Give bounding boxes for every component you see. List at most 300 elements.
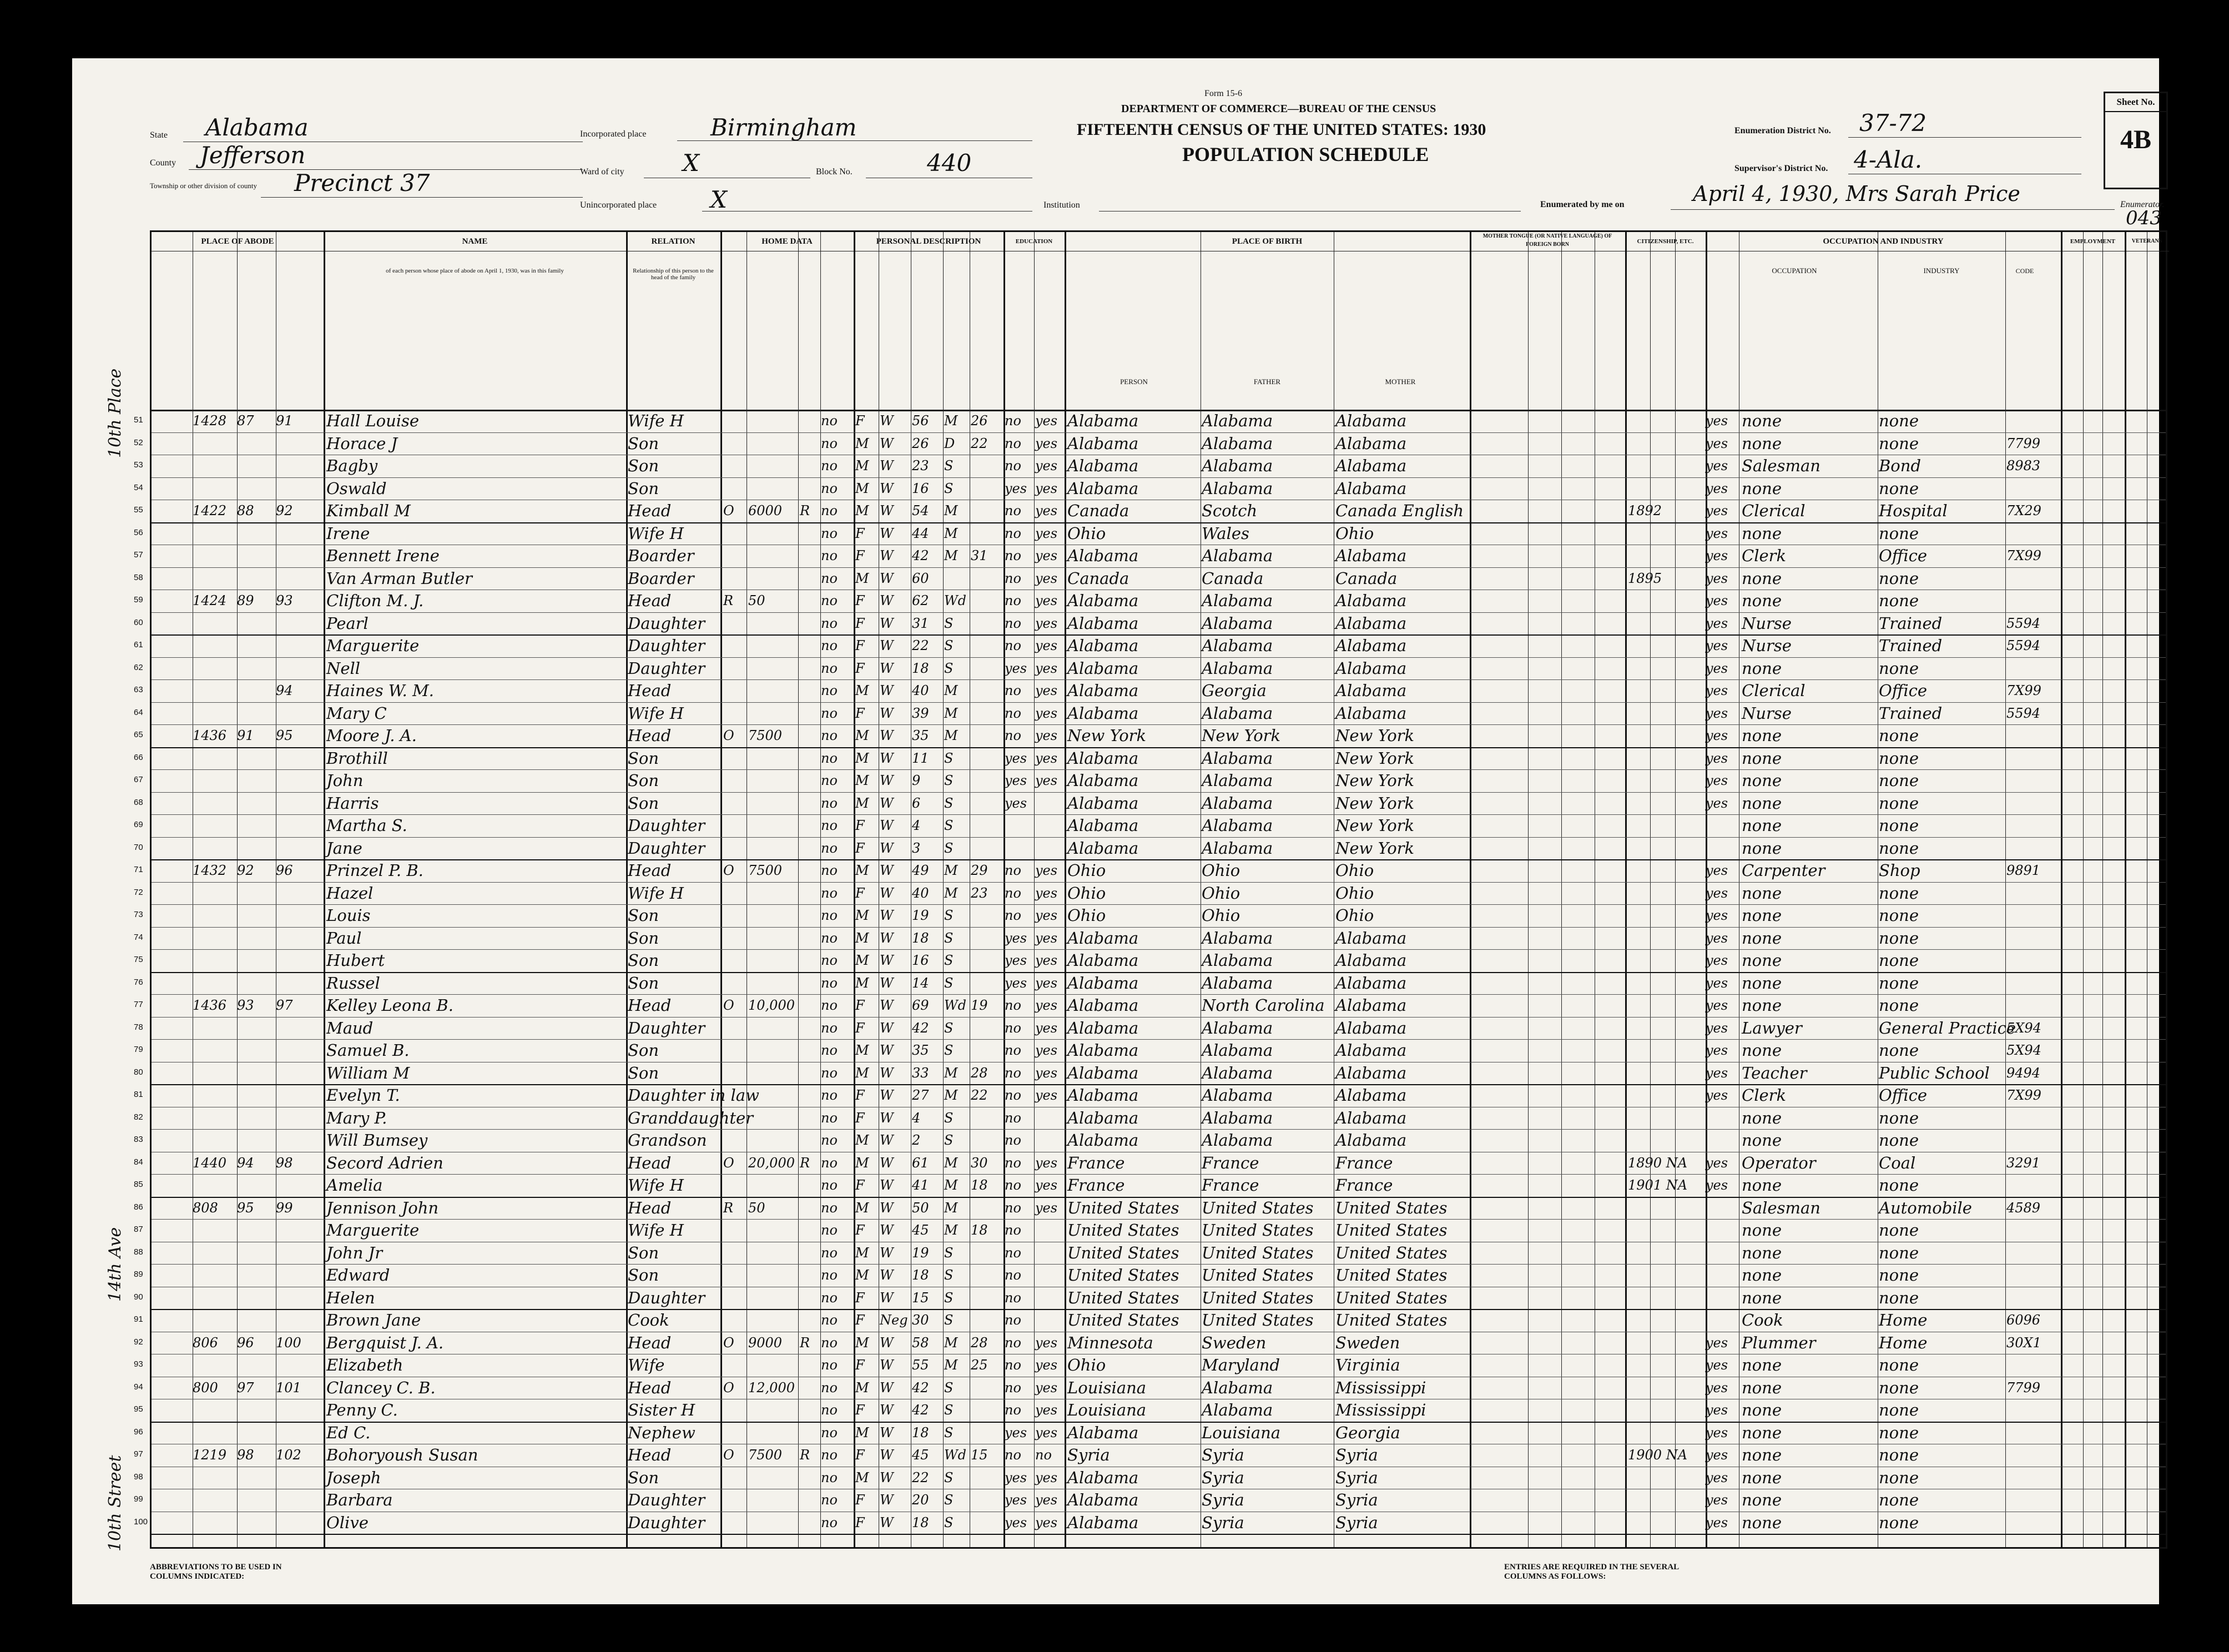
cell-sch: no — [1005, 593, 1021, 608]
cell-street — [159, 883, 193, 903]
line-number: 91 — [134, 1314, 143, 1324]
cell-ind: none — [1879, 906, 1919, 925]
cell-fb: Syria — [1202, 1490, 1244, 1509]
cell-radio — [800, 838, 819, 858]
cell-age: 49 — [912, 863, 929, 878]
state-label: State — [150, 130, 168, 140]
cell-race: W — [880, 705, 894, 721]
cell-eng: yes — [1706, 750, 1728, 766]
cell-mb: Syria — [1335, 1468, 1378, 1487]
margin-note-2: 14th Ave — [105, 1227, 125, 1302]
cell-sex: F — [855, 818, 865, 833]
township-label: Township or other division of county — [150, 182, 257, 190]
cell-cit — [1628, 838, 1703, 858]
cell-code: 7799 — [2006, 1379, 2041, 1396]
cell-radio — [800, 479, 819, 498]
cell-mb: Alabama — [1335, 681, 1407, 700]
cell-ma — [971, 479, 1001, 498]
cell-occ: Cook — [1742, 1311, 1783, 1329]
cell-sex: F — [855, 1402, 865, 1418]
cell-age: 44 — [912, 525, 929, 541]
line-number: 90 — [134, 1292, 143, 1302]
cell-sch: no — [1005, 615, 1021, 631]
cell-radio — [800, 726, 819, 746]
cell-ind: none — [1879, 523, 1919, 543]
cell-house — [237, 905, 276, 925]
cell-pb: United States — [1067, 1198, 1179, 1217]
cell-pb: United States — [1067, 1311, 1179, 1329]
cell-sch: no — [1005, 1132, 1021, 1148]
line-number: 86 — [134, 1202, 143, 1212]
cell-dwell — [193, 1108, 237, 1128]
cell-sex: M — [855, 1042, 869, 1058]
cell-farm: no — [821, 998, 838, 1013]
cell-fb: Syria — [1202, 1468, 1244, 1487]
cell-sex: F — [855, 1492, 865, 1508]
cell-code — [2006, 568, 2059, 588]
cell-ind: none — [1879, 1221, 1919, 1240]
cell-occ: none — [1742, 1445, 1782, 1464]
cell-fam — [276, 1175, 324, 1195]
cell-mb: France — [1335, 1153, 1393, 1172]
cell-sch: yes — [1005, 750, 1027, 766]
cell-rel: Son — [628, 479, 659, 498]
cell-fam — [276, 950, 324, 970]
cell-rd: yes — [1035, 1424, 1058, 1441]
cell-occ: Nurse — [1742, 703, 1792, 723]
cell-farm: no — [821, 795, 838, 811]
cell-rd: yes — [1035, 458, 1058, 474]
cell-sch: no — [1005, 1155, 1021, 1171]
cell-cit — [1628, 726, 1703, 746]
cell-sch: no — [1005, 1200, 1021, 1216]
cell-pb: Ohio — [1067, 883, 1106, 903]
cell-sex: F — [855, 998, 865, 1013]
cell-race: W — [880, 615, 894, 631]
cell-age: 35 — [912, 728, 929, 743]
cell-fam — [276, 1265, 324, 1285]
cell-mb: Syria — [1335, 1445, 1378, 1464]
cell-dwell: 1422 — [193, 503, 227, 518]
cell-sch: no — [1005, 1110, 1021, 1126]
cell-cit — [1628, 1018, 1703, 1038]
cell-sch: yes — [1005, 1492, 1027, 1508]
cell-cit — [1628, 973, 1703, 993]
cell-name: Nell — [326, 658, 361, 678]
cell-eng — [1706, 1198, 1739, 1218]
cell-rd: yes — [1035, 773, 1058, 788]
cell-rd: yes — [1035, 615, 1058, 631]
cell-rd: yes — [1035, 1155, 1058, 1171]
cell-occ: none — [1742, 906, 1782, 925]
cell-farm: no — [821, 1402, 838, 1418]
cell-radio — [800, 1288, 819, 1308]
cell-radio: R — [800, 1447, 810, 1463]
cell-dwell — [193, 950, 237, 970]
cell-pb: Alabama — [1067, 456, 1139, 475]
cell-fb: United States — [1202, 1266, 1314, 1285]
cell-ms: S — [944, 660, 954, 676]
cell-ms: M — [944, 728, 958, 743]
cell-pb: Ohio — [1067, 861, 1106, 880]
cell-farm: no — [821, 773, 838, 788]
table-row — [134, 455, 2166, 478]
cell-mb: Alabama — [1335, 613, 1407, 633]
cell-occ: none — [1742, 838, 1782, 858]
cell-sch: no — [1005, 1177, 1021, 1193]
cell-ma: 29 — [971, 863, 988, 878]
line-number: 69 — [134, 820, 143, 829]
cell-sch: no — [1005, 1222, 1021, 1238]
line-number: 56 — [134, 527, 143, 537]
cell-house — [237, 613, 276, 633]
unincorporated-label: Unincorporated place — [580, 200, 657, 210]
cell-radio — [800, 1265, 819, 1285]
cell-val — [748, 883, 798, 903]
cell-val — [748, 1468, 798, 1488]
cell-name: William M — [326, 1063, 410, 1082]
cell-street — [159, 1243, 193, 1263]
cell-ms — [944, 568, 969, 588]
cell-house — [237, 703, 276, 723]
cell-ms: S — [944, 1379, 954, 1396]
cell-age: 20 — [912, 1492, 929, 1508]
cell-sex: F — [855, 525, 865, 541]
table-row — [134, 792, 2166, 815]
cell-fam — [276, 523, 324, 543]
cell-name: Marguerite — [326, 1221, 420, 1240]
cell-house — [237, 681, 276, 701]
footer-abbrev: ABBREVIATIONS TO BE USED IN COLUMNS INDICATED: — [150, 1563, 282, 1581]
cell-sch: no — [1005, 458, 1021, 474]
cell-ma: 18 — [971, 1177, 988, 1193]
margin-note-3: 10th Street — [105, 1455, 125, 1552]
cell-rel: Wife H — [628, 1176, 684, 1195]
cell-street — [159, 995, 193, 1015]
cell-race: W — [880, 1514, 894, 1530]
cell-rd — [1035, 1130, 1064, 1150]
cell-radio — [800, 928, 819, 948]
cell-name: Mary P. — [326, 1108, 387, 1127]
cell-rd: yes — [1035, 413, 1058, 429]
cell-fam: 98 — [276, 1155, 293, 1171]
cell-sch: no — [1005, 1065, 1021, 1081]
cell-street — [159, 591, 193, 611]
cell-ind: none — [1879, 771, 1919, 790]
cell-radio — [800, 1400, 819, 1420]
cell-rd: yes — [1035, 930, 1058, 946]
cell-code — [2006, 479, 2059, 498]
cell-race: W — [880, 908, 894, 923]
cell-name: Harris — [326, 793, 379, 813]
cell-sch: no — [1005, 548, 1021, 563]
cell-farm: no — [821, 1312, 838, 1328]
cell-ms: M — [944, 863, 958, 878]
cell-race: W — [880, 458, 894, 474]
cell-sch: no — [1005, 863, 1021, 878]
cell-house: 92 — [237, 863, 254, 878]
cell-code: 5594 — [2006, 705, 2041, 721]
cell-ma: 22 — [971, 435, 988, 451]
cell-dwell: 1424 — [193, 593, 227, 608]
cell-occ: none — [1742, 1468, 1782, 1487]
line-number: 87 — [134, 1225, 143, 1234]
cell-val — [748, 1355, 798, 1375]
cell-sch: yes — [1005, 1424, 1027, 1441]
cell-dwell: 806 — [193, 1334, 218, 1351]
cell-rd: yes — [1035, 1042, 1058, 1058]
cell-ma: 28 — [971, 1065, 988, 1081]
cell-sex: M — [855, 750, 869, 766]
cell-own — [723, 838, 747, 858]
cell-ms: M — [944, 1222, 958, 1238]
cell-cit — [1628, 1333, 1703, 1353]
cell-occ: none — [1742, 1176, 1782, 1195]
cell-ma — [971, 1108, 1001, 1128]
cell-radio — [800, 1198, 819, 1218]
line-number: 97 — [134, 1449, 143, 1459]
cell-fb: Alabama — [1202, 771, 1273, 790]
cell-occ: Carpenter — [1742, 861, 1825, 880]
cell-cit: 1895 — [1628, 570, 1662, 586]
cell-ind: Hospital — [1879, 501, 1948, 520]
cell-ma — [971, 1288, 1001, 1308]
cell-sex: M — [855, 1424, 869, 1441]
cell-ms: S — [944, 1290, 954, 1306]
cell-fb: Alabama — [1202, 479, 1273, 498]
cell-ms: M — [944, 1334, 958, 1351]
cell-farm: no — [821, 1357, 838, 1373]
cell-occ: Plummer — [1742, 1333, 1816, 1352]
cell-radio — [800, 905, 819, 925]
cell-code: 5X94 — [2006, 1042, 2041, 1058]
cell-eng — [1706, 1310, 1739, 1330]
cell-cit — [1628, 1063, 1703, 1083]
cell-occ: Nurse — [1742, 613, 1792, 633]
cell-pb: Alabama — [1067, 703, 1139, 723]
ward-value: X — [683, 149, 699, 177]
cell-fb: Alabama — [1202, 546, 1273, 565]
cell-pb: Alabama — [1067, 1513, 1139, 1532]
cell-own — [723, 479, 747, 498]
cell-mb: New York — [1335, 816, 1415, 835]
supervisor-label: Supervisor's District No. — [1734, 164, 1828, 173]
cell-eng: yes — [1706, 773, 1728, 788]
cell-rd: yes — [1035, 1514, 1058, 1530]
cell-dwell — [193, 658, 237, 678]
cell-age: 4 — [912, 1110, 921, 1126]
cell-own — [723, 1468, 747, 1488]
table-row — [134, 500, 2166, 523]
cell-ma: 25 — [971, 1357, 988, 1373]
cell-rd: yes — [1035, 1357, 1058, 1373]
line-number: 95 — [134, 1404, 143, 1414]
cell-ind: none — [1879, 951, 1919, 970]
sheet-number-box — [2104, 92, 2168, 189]
cell-name: Edward — [326, 1266, 390, 1285]
cell-occ: none — [1742, 434, 1782, 453]
cell-eng — [1706, 1130, 1739, 1150]
cell-ms: M — [944, 885, 958, 901]
cell-fam — [276, 1018, 324, 1038]
cell-rel: Head — [628, 1378, 672, 1397]
cell-cit — [1628, 1355, 1703, 1375]
cell-own — [723, 1220, 747, 1240]
cell-pb: France — [1067, 1176, 1125, 1195]
cell-cit — [1628, 748, 1703, 768]
cell-sch: no — [1005, 435, 1021, 451]
supervisor-value: 4-Ala. — [1854, 146, 1923, 173]
cell-code: 5594 — [2006, 638, 2041, 653]
cell-fam — [276, 1288, 324, 1308]
cell-code — [2006, 411, 2059, 431]
incorporated-label: Incorporated place — [580, 129, 647, 139]
cell-fb: Maryland — [1202, 1356, 1280, 1374]
cell-farm: no — [821, 1087, 838, 1103]
cell-sch: no — [1005, 1312, 1021, 1328]
cell-rd: yes — [1035, 998, 1058, 1013]
cell-own — [723, 434, 747, 454]
cell-occ: none — [1742, 1378, 1782, 1397]
cell-dwell: 1436 — [193, 998, 227, 1013]
cell-sex: F — [855, 885, 865, 901]
table-row — [134, 634, 2166, 658]
cell-fb: Louisiana — [1202, 1423, 1281, 1442]
cell-ma: 31 — [971, 548, 988, 563]
cell-occ: none — [1742, 883, 1782, 903]
cell-street — [159, 1490, 193, 1510]
cell-age: 45 — [912, 1222, 929, 1238]
cell-ind: none — [1879, 1266, 1919, 1285]
cell-ms: S — [944, 615, 954, 631]
cell-age: 42 — [912, 548, 929, 563]
cell-radio — [800, 1040, 819, 1060]
cell-race: W — [880, 1177, 894, 1193]
cell-fam — [276, 636, 324, 656]
cell-own — [723, 1175, 747, 1195]
cell-age: 18 — [912, 660, 929, 676]
cell-street — [159, 1108, 193, 1128]
line-number: 99 — [134, 1494, 143, 1504]
cell-radio — [800, 1085, 819, 1105]
cell-eng: yes — [1706, 1469, 1728, 1485]
line-number: 96 — [134, 1427, 143, 1437]
cell-val — [748, 1423, 798, 1443]
table-row — [134, 927, 2166, 950]
cell-pb: New York — [1067, 726, 1147, 745]
cell-ms: Wd — [944, 593, 967, 608]
cell-rd: yes — [1035, 705, 1058, 721]
cell-code — [2006, 1400, 2059, 1420]
cell-age: 31 — [912, 615, 929, 631]
cell-age: 16 — [912, 480, 929, 496]
cell-fb: Alabama — [1202, 928, 1273, 948]
cell-ind: none — [1879, 479, 1919, 498]
sheet-label: Sheet No. — [2105, 93, 2166, 112]
cell-fam — [276, 1220, 324, 1240]
cell-sex: F — [855, 1110, 865, 1126]
cell-mb: Ohio — [1335, 883, 1374, 903]
cell-name: Marguerite — [326, 636, 420, 655]
cell-eng: yes — [1706, 1177, 1728, 1193]
cell-house: 88 — [237, 503, 254, 518]
cell-sex: M — [855, 683, 869, 698]
cell-ma — [971, 456, 1001, 476]
cell-street — [159, 636, 193, 656]
line-number: 78 — [134, 1022, 143, 1032]
cell-race: W — [880, 1155, 894, 1171]
cell-pb: Alabama — [1067, 1131, 1139, 1150]
schedule-title: POPULATION SCHEDULE — [1182, 143, 1429, 165]
cell-dwell — [193, 1018, 237, 1038]
cell-street — [159, 456, 193, 476]
population-table — [134, 230, 2167, 1549]
col-name-desc: of each person whose place of abode on April 1, 1930, was in this family — [386, 268, 564, 274]
table-row — [134, 972, 2166, 995]
cell-val — [748, 1220, 798, 1240]
county-label: County — [150, 158, 176, 168]
cell-race: W — [880, 1020, 894, 1036]
cell-ms: M — [944, 683, 958, 698]
cell-rel: Daughter — [628, 658, 705, 678]
cell-age: 55 — [912, 1357, 929, 1373]
cell-race: Neg — [880, 1312, 908, 1328]
cell-sch: no — [1005, 413, 1021, 429]
cell-cit — [1628, 681, 1703, 701]
cell-farm: no — [821, 1334, 838, 1351]
cell-code — [2006, 1490, 2059, 1510]
cell-dwell — [193, 793, 237, 813]
cell-ind: none — [1879, 1445, 1919, 1464]
cell-farm: no — [821, 548, 838, 563]
cell-ms: Wd — [944, 998, 967, 1013]
cell-age: 35 — [912, 1042, 929, 1058]
cell-race: W — [880, 1447, 894, 1463]
cell-mb: Canada — [1335, 568, 1398, 588]
cell-mb: Alabama — [1335, 1018, 1407, 1037]
cell-rel: Head — [628, 501, 672, 520]
cell-sch: no — [1005, 1087, 1021, 1103]
cell-sex: M — [855, 773, 869, 788]
cell-ma — [971, 748, 1001, 768]
cell-eng: yes — [1706, 975, 1728, 991]
cell-dwell — [193, 434, 237, 454]
cell-street — [159, 1288, 193, 1308]
cell-mb: United States — [1335, 1266, 1448, 1285]
line-number: 61 — [134, 640, 143, 649]
cell-name: Brothill — [326, 748, 388, 768]
cell-race: W — [880, 795, 894, 811]
cell-fb: Ohio — [1202, 861, 1240, 880]
cell-val — [748, 1175, 798, 1195]
cell-cit — [1628, 613, 1703, 633]
cell-street — [159, 905, 193, 925]
line-number: 76 — [134, 977, 143, 987]
cell-ms: S — [944, 840, 954, 856]
table-row — [134, 1242, 2166, 1265]
cell-name: Brown Jane — [326, 1311, 421, 1329]
cell-code — [2006, 1423, 2059, 1443]
cell-dwell — [193, 1288, 237, 1308]
institution-label: Institution — [1043, 200, 1080, 210]
cell-cit — [1628, 1040, 1703, 1060]
cell-occ: none — [1742, 1513, 1782, 1532]
cell-dwell — [193, 928, 237, 948]
cell-ma — [971, 770, 1001, 790]
cell-house: 91 — [237, 728, 254, 743]
cell-ind: none — [1879, 928, 1919, 948]
table-body — [134, 410, 2166, 1547]
